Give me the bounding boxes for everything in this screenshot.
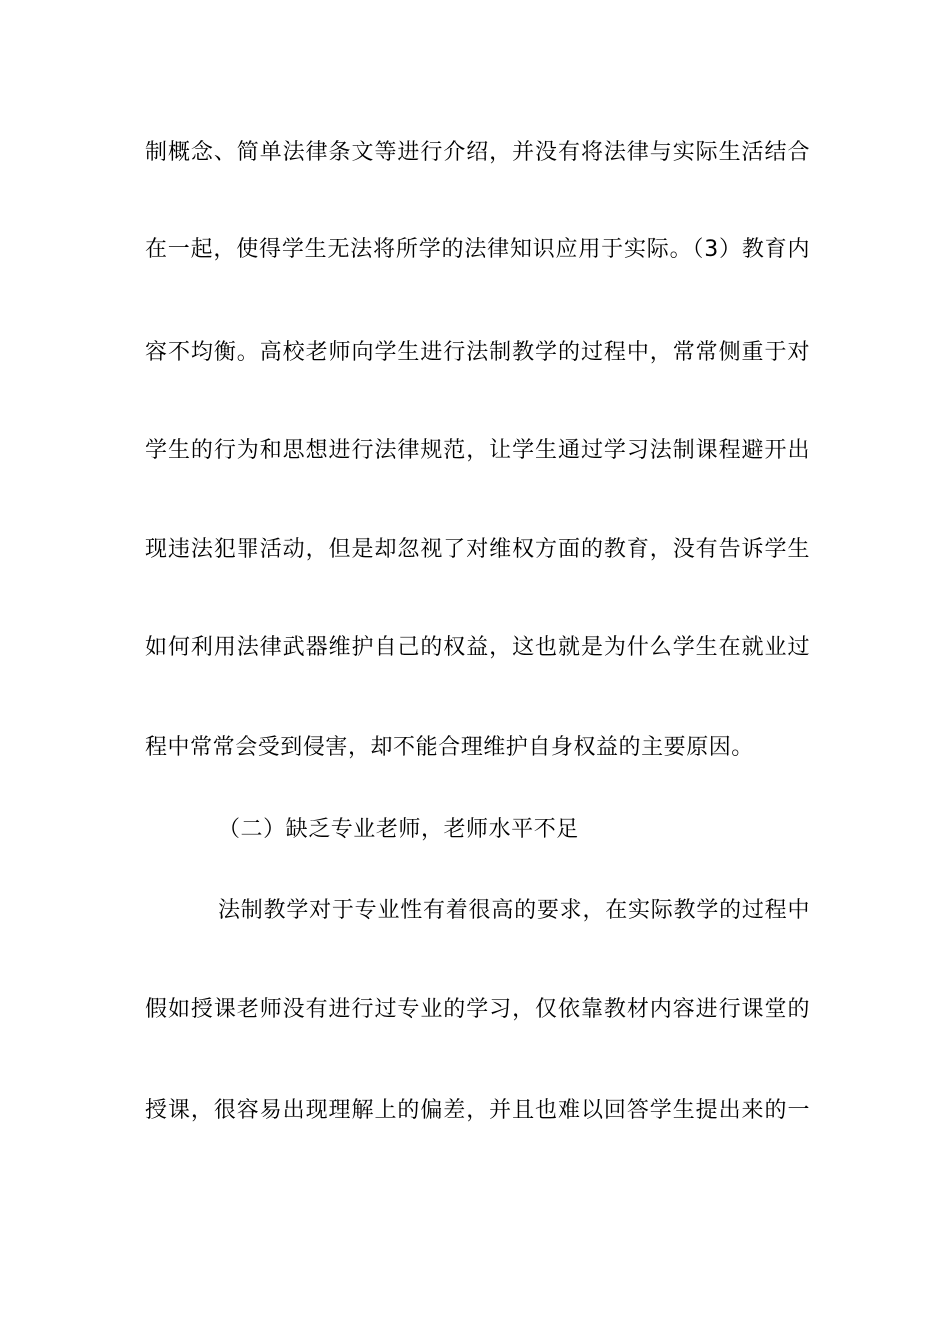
section-heading: （二）缺乏专业老师，老师水平不足 (218, 817, 579, 842)
body-text-line: 学生的行为和思想进行法律规范，让学生通过学习法制课程避开出 (145, 438, 810, 463)
body-text-line: 容不均衡。高校老师向学生进行法制教学的过程中，常常侧重于对 (145, 340, 810, 365)
body-text-line: 现违法犯罪活动，但是却忽视了对维权方面的教育，没有告诉学生 (145, 537, 810, 562)
body-text-line: 假如授课老师没有进行过专业的学习，仅依靠教材内容进行课堂的 (145, 997, 810, 1022)
body-text-line: 程中常常会受到侵害，却不能合理维护自身权益的主要原因。 (145, 735, 754, 760)
body-text-line: 如何利用法律武器维护自己的权益，这也就是为什么学生在就业过 (145, 635, 810, 660)
body-text-line: 制概念、简单法律条文等进行介绍，并没有将法律与实际生活结合 (145, 140, 810, 165)
paragraph-first-line: 法制教学对于专业性有着很高的要求，在实际教学的过程中 (218, 898, 810, 923)
body-text-line: 授课，很容易出现理解上的偏差，并且也难以回答学生提出来的一 (145, 1098, 810, 1123)
body-text-line: 在一起，使得学生无法将所学的法律知识应用于实际。（3）教育内 (145, 237, 810, 262)
